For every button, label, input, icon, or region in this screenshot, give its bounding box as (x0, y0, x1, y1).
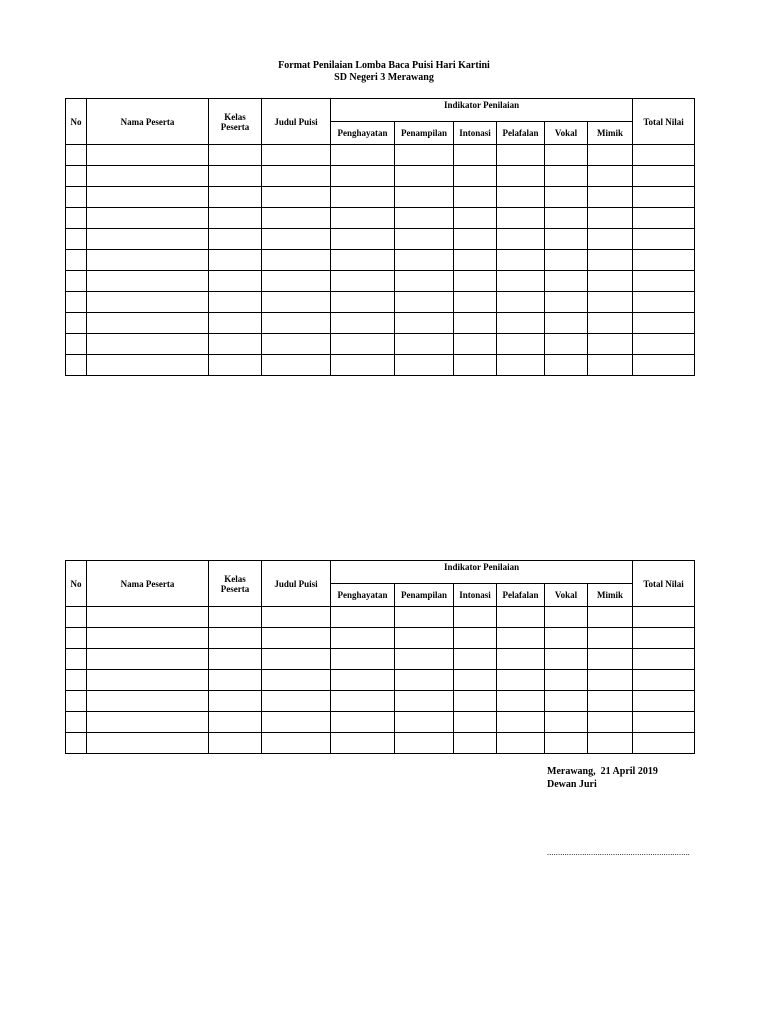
header-penghayatan: Penghayatan (331, 122, 395, 145)
table-cell[interactable] (262, 187, 331, 208)
table-cell[interactable] (588, 271, 633, 292)
table-row (66, 271, 695, 292)
table-row (66, 145, 695, 166)
header-intonasi: Intonasi (454, 584, 497, 607)
table-cell[interactable] (497, 187, 545, 208)
header-total-nilai: Total Nilai (633, 99, 695, 145)
table-row (66, 712, 695, 733)
table-cell[interactable] (454, 334, 497, 355)
table-cell[interactable] (545, 649, 588, 670)
table-cell[interactable] (633, 166, 695, 187)
table-cell[interactable] (633, 733, 695, 754)
header-no: No (66, 561, 87, 607)
table-row (66, 355, 695, 376)
assessment-table-2 (65, 560, 695, 754)
table-cell[interactable] (331, 649, 395, 670)
table-cell[interactable] (545, 229, 588, 250)
table-cell[interactable] (545, 145, 588, 166)
table-cell[interactable] (209, 187, 262, 208)
table-cell[interactable] (633, 607, 695, 628)
table-cell[interactable] (66, 649, 87, 670)
table-cell[interactable] (454, 628, 497, 649)
table-cell[interactable] (331, 166, 395, 187)
table-cell[interactable] (395, 712, 454, 733)
table-cell[interactable] (588, 691, 633, 712)
table-cell[interactable] (454, 355, 497, 376)
table-cell[interactable] (262, 670, 331, 691)
table-cell[interactable] (395, 649, 454, 670)
table-cell[interactable] (588, 649, 633, 670)
table-cell[interactable] (497, 670, 545, 691)
table-cell[interactable] (497, 607, 545, 628)
table-cell[interactable] (588, 229, 633, 250)
table-cell[interactable] (395, 628, 454, 649)
table-cell[interactable] (633, 250, 695, 271)
table-row (66, 733, 695, 754)
table-cell[interactable] (395, 145, 454, 166)
header-penampilan: Penampilan (395, 584, 454, 607)
table-cell[interactable] (87, 166, 209, 187)
table-row (66, 292, 695, 313)
table-cell[interactable] (66, 691, 87, 712)
table-cell[interactable] (454, 187, 497, 208)
assessment-table-1 (65, 98, 695, 376)
table-cell[interactable] (454, 208, 497, 229)
table-cell[interactable] (545, 208, 588, 229)
header-kelas-peserta: Kelas Peserta (209, 99, 262, 145)
table-cell[interactable] (66, 292, 87, 313)
table-cell[interactable] (395, 355, 454, 376)
table-cell[interactable] (497, 691, 545, 712)
table-cell[interactable] (454, 649, 497, 670)
table-cell[interactable] (633, 271, 695, 292)
table-cell[interactable] (395, 733, 454, 754)
table-cell[interactable] (87, 292, 209, 313)
table-cell[interactable] (331, 271, 395, 292)
table-row (66, 250, 695, 271)
table-cell[interactable] (87, 271, 209, 292)
table-cell[interactable] (588, 712, 633, 733)
table-row (66, 628, 695, 649)
table-cell[interactable] (395, 292, 454, 313)
table-cell[interactable] (588, 670, 633, 691)
table-cell[interactable] (331, 292, 395, 313)
table-cell[interactable] (633, 628, 695, 649)
table-cell[interactable] (497, 733, 545, 754)
header-indikator-penilaian: Indikator Penilaian (331, 99, 633, 122)
table-cell[interactable] (454, 292, 497, 313)
table-row (66, 208, 695, 229)
table-cell[interactable] (209, 292, 262, 313)
table-row (66, 691, 695, 712)
table-cell[interactable] (209, 712, 262, 733)
header-penghayatan: Penghayatan (331, 584, 395, 607)
table-cell[interactable] (331, 670, 395, 691)
table-cell[interactable] (66, 166, 87, 187)
table-cell[interactable] (66, 628, 87, 649)
table-cell[interactable] (588, 355, 633, 376)
table-cell[interactable] (588, 250, 633, 271)
table-cell[interactable] (331, 628, 395, 649)
table-cell[interactable] (588, 145, 633, 166)
table-cell[interactable] (66, 334, 87, 355)
table-cell[interactable] (262, 166, 331, 187)
table-cell[interactable] (454, 607, 497, 628)
table-cell[interactable] (545, 670, 588, 691)
table-cell[interactable] (633, 313, 695, 334)
header-penampilan: Penampilan (395, 122, 454, 145)
table-cell[interactable] (633, 292, 695, 313)
table-cell[interactable] (209, 334, 262, 355)
header-pelafalan: Pelafalan (497, 122, 545, 145)
header-kelas-peserta: Kelas Peserta (209, 561, 262, 607)
table-cell[interactable] (588, 208, 633, 229)
table-cell[interactable] (395, 313, 454, 334)
table-cell[interactable] (262, 334, 331, 355)
table-cell[interactable] (497, 145, 545, 166)
table-cell[interactable] (633, 208, 695, 229)
table-cell[interactable] (87, 313, 209, 334)
table-cell[interactable] (545, 334, 588, 355)
table-cell[interactable] (87, 334, 209, 355)
table-cell[interactable] (87, 607, 209, 628)
table-cell[interactable] (545, 292, 588, 313)
table-cell[interactable] (497, 649, 545, 670)
table-cell[interactable] (209, 166, 262, 187)
table-cell[interactable] (633, 229, 695, 250)
table-1-body (66, 99, 695, 376)
table-cell[interactable] (633, 691, 695, 712)
table-cell[interactable] (87, 628, 209, 649)
table-cell[interactable] (209, 208, 262, 229)
table-cell[interactable] (588, 292, 633, 313)
table-cell[interactable] (87, 670, 209, 691)
table-cell[interactable] (497, 355, 545, 376)
table-cell[interactable] (497, 166, 545, 187)
table-cell[interactable] (545, 712, 588, 733)
table-cell[interactable] (66, 271, 87, 292)
table-row (66, 187, 695, 208)
table-cell[interactable] (497, 229, 545, 250)
table-row (66, 649, 695, 670)
table-cell[interactable] (633, 355, 695, 376)
table-cell[interactable] (395, 208, 454, 229)
table-row (66, 670, 695, 691)
table-cell[interactable] (588, 607, 633, 628)
table-cell[interactable] (545, 733, 588, 754)
table-cell[interactable] (395, 187, 454, 208)
table-cell[interactable] (497, 712, 545, 733)
table-cell[interactable] (66, 733, 87, 754)
table-cell[interactable] (209, 250, 262, 271)
table-cell[interactable] (588, 313, 633, 334)
table-cell[interactable] (497, 208, 545, 229)
table-cell[interactable] (331, 145, 395, 166)
table-cell[interactable] (66, 313, 87, 334)
table-row (66, 166, 695, 187)
table-cell[interactable] (331, 187, 395, 208)
table-cell[interactable] (395, 607, 454, 628)
table-cell[interactable] (395, 250, 454, 271)
table-cell[interactable] (87, 187, 209, 208)
header-nama-peserta: Nama Peserta (87, 99, 209, 145)
table-cell[interactable] (262, 271, 331, 292)
signature-role: Dewan Juri (547, 779, 597, 790)
table-cell[interactable] (454, 229, 497, 250)
table-cell[interactable] (87, 145, 209, 166)
table-cell[interactable] (545, 250, 588, 271)
table-cell[interactable] (545, 691, 588, 712)
table-cell[interactable] (87, 208, 209, 229)
school-name: SD Negeri 3 Merawang (334, 72, 434, 83)
table-cell[interactable] (395, 229, 454, 250)
table-row (66, 313, 695, 334)
header-intonasi: Intonasi (454, 122, 497, 145)
table-cell[interactable] (87, 229, 209, 250)
table-cell[interactable] (209, 313, 262, 334)
table-cell[interactable] (66, 670, 87, 691)
table-cell[interactable] (497, 292, 545, 313)
table-cell[interactable] (545, 166, 588, 187)
table-cell[interactable] (87, 712, 209, 733)
table-cell[interactable] (454, 712, 497, 733)
table-cell[interactable] (209, 229, 262, 250)
table-cell[interactable] (87, 250, 209, 271)
table-cell[interactable] (209, 733, 262, 754)
table-cell[interactable] (454, 670, 497, 691)
table-cell[interactable] (331, 250, 395, 271)
table-cell[interactable] (497, 628, 545, 649)
header-judul-puisi: Judul Puisi (262, 99, 331, 145)
table-cell[interactable] (331, 208, 395, 229)
table-cell[interactable] (262, 208, 331, 229)
table-cell[interactable] (454, 166, 497, 187)
table-cell[interactable] (633, 712, 695, 733)
table-cell[interactable] (66, 712, 87, 733)
table-cell[interactable] (262, 691, 331, 712)
table-cell[interactable] (66, 187, 87, 208)
table-cell[interactable] (633, 670, 695, 691)
table-row (66, 334, 695, 355)
table-cell[interactable] (331, 334, 395, 355)
table-cell[interactable] (588, 334, 633, 355)
header-total-nilai: Total Nilai (633, 561, 695, 607)
table-cell[interactable] (66, 607, 87, 628)
signature-place-date: Merawang, 21 April 2019 (547, 766, 658, 777)
table-cell[interactable] (262, 250, 331, 271)
table-cell[interactable] (66, 250, 87, 271)
table-cell[interactable] (87, 691, 209, 712)
table-cell[interactable] (454, 250, 497, 271)
table-cell[interactable] (209, 607, 262, 628)
table-cell[interactable] (262, 733, 331, 754)
table-cell[interactable] (262, 607, 331, 628)
table-cell[interactable] (454, 145, 497, 166)
table-cell[interactable] (545, 628, 588, 649)
table-cell[interactable] (588, 187, 633, 208)
table-cell[interactable] (545, 355, 588, 376)
table-cell[interactable] (262, 712, 331, 733)
table-cell[interactable] (66, 208, 87, 229)
signature-line: ................................................................. (547, 848, 690, 857)
table-cell[interactable] (395, 691, 454, 712)
table-2-body (66, 561, 695, 754)
table-cell[interactable] (262, 145, 331, 166)
table-row (66, 229, 695, 250)
table-cell[interactable] (497, 250, 545, 271)
header-judul-puisi: Judul Puisi (262, 561, 331, 607)
table-cell[interactable] (497, 334, 545, 355)
table-cell[interactable] (87, 355, 209, 376)
table-cell[interactable] (545, 187, 588, 208)
table-cell[interactable] (633, 187, 695, 208)
table-cell[interactable] (209, 145, 262, 166)
table-cell[interactable] (209, 691, 262, 712)
table-cell[interactable] (87, 649, 209, 670)
table-cell[interactable] (454, 271, 497, 292)
table-cell[interactable] (87, 733, 209, 754)
table-cell[interactable] (633, 649, 695, 670)
table-cell[interactable] (331, 733, 395, 754)
header-vokal: Vokal (545, 122, 588, 145)
header-nama-peserta: Nama Peserta (87, 561, 209, 607)
header-mimik: Mimik (588, 122, 633, 145)
header-no: No (66, 99, 87, 145)
table-cell[interactable] (395, 271, 454, 292)
table-cell[interactable] (66, 355, 87, 376)
table-cell[interactable] (588, 733, 633, 754)
table-cell[interactable] (497, 271, 545, 292)
table-cell[interactable] (262, 229, 331, 250)
table-cell[interactable] (331, 313, 395, 334)
table-cell[interactable] (633, 334, 695, 355)
table-cell[interactable] (262, 292, 331, 313)
table-cell[interactable] (633, 145, 695, 166)
table-cell[interactable] (262, 313, 331, 334)
table-cell[interactable] (209, 670, 262, 691)
table-cell[interactable] (262, 628, 331, 649)
table-cell[interactable] (497, 313, 545, 334)
header-vokal: Vokal (545, 584, 588, 607)
table-row (66, 607, 695, 628)
table-cell[interactable] (331, 712, 395, 733)
table-cell[interactable] (262, 649, 331, 670)
table-cell[interactable] (209, 271, 262, 292)
table-cell[interactable] (209, 355, 262, 376)
header-mimik: Mimik (588, 584, 633, 607)
table-cell[interactable] (331, 355, 395, 376)
table-cell[interactable] (331, 229, 395, 250)
header-indikator-penilaian: Indikator Penilaian (331, 561, 633, 584)
table-cell[interactable] (395, 670, 454, 691)
table-cell[interactable] (454, 313, 497, 334)
table-cell[interactable] (66, 145, 87, 166)
table-cell[interactable] (209, 628, 262, 649)
table-cell[interactable] (588, 166, 633, 187)
table-cell[interactable] (588, 628, 633, 649)
table-cell[interactable] (395, 166, 454, 187)
table-cell[interactable] (262, 355, 331, 376)
table-cell[interactable] (66, 229, 87, 250)
table-cell[interactable] (395, 334, 454, 355)
table-cell[interactable] (545, 271, 588, 292)
table-cell[interactable] (331, 691, 395, 712)
table-cell[interactable] (331, 607, 395, 628)
table-cell[interactable] (454, 733, 497, 754)
table-cell[interactable] (545, 607, 588, 628)
table-cell[interactable] (454, 691, 497, 712)
table-cell[interactable] (545, 313, 588, 334)
header-pelafalan: Pelafalan (497, 584, 545, 607)
table-cell[interactable] (209, 649, 262, 670)
document-title: Format Penilaian Lomba Baca Puisi Hari Kartini (278, 60, 490, 71)
